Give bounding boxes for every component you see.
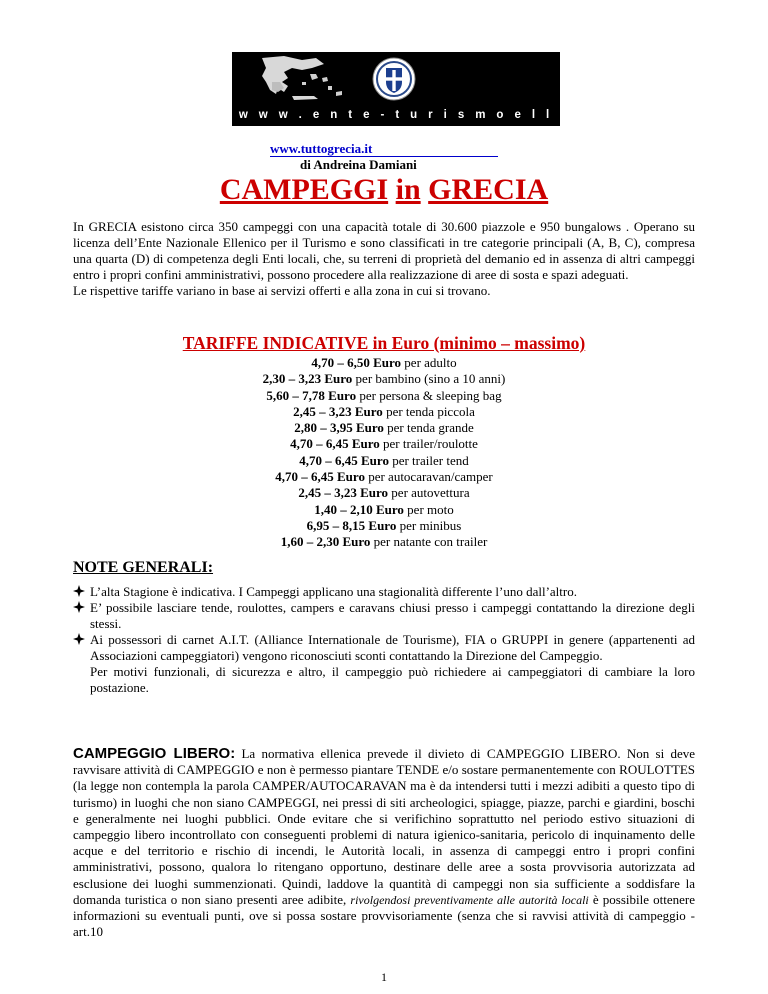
- greece-map-icon: [232, 52, 352, 104]
- tariff-row: [0, 388, 768, 404]
- tariff-desc: per tenda piccola: [382, 403, 475, 419]
- greek-coat-of-arms-icon: [370, 56, 418, 102]
- note-extra-text: Per motivi funzionali, di sicurezza e altro, il campeggio può richiedere ai campeggiatori di cambiare la loro postazione.: [90, 664, 695, 695]
- tariff-row: [0, 469, 768, 485]
- tariff-desc: per minibus: [396, 517, 462, 533]
- tariff-desc: per tenda grande: [383, 420, 474, 436]
- banner-url: w w w . e n t e - t u r i s m o e l l e n i c o . c o m: [238, 109, 554, 143]
- note-text: L’alta Stagione è indicativa. I Campeggi applicano una stagionalità differente l’uno dall’altro.: [90, 584, 577, 599]
- diamond-bullet-icon: [73, 585, 85, 597]
- camping-italic-text: rivolgendosi preventivamente alle autorità locali: [350, 892, 589, 907]
- tariff-row: [0, 518, 768, 534]
- tariff-list: [0, 355, 768, 551]
- tariff-range: 4,70 – 6,45 Euro: [299, 452, 389, 468]
- note-text: Ai possessori di carnet A.I.T. (Alliance Internationale de Tourisme), FIA o GRUPPI in genere (appartenenti ad Associazioni campeggiatori) vengono riconosciuti sconti contattando la Direzione del Campeggio.: [90, 632, 695, 663]
- tariff-row: [0, 404, 768, 420]
- note-item: [73, 600, 695, 632]
- tariff-row: [0, 420, 768, 436]
- tariff-range: 2,80 – 3,95 Euro: [294, 420, 384, 436]
- camping-section: [73, 746, 695, 940]
- note-text: E’ possibile lasciare tende, roulottes, campers e caravans chiusi presso i campeggi contattando la direzione degli stessi.: [90, 600, 695, 631]
- tariff-desc: per persona & sleeping bag: [356, 387, 502, 403]
- tariff-desc: per bambino (sino a 10 anni): [352, 371, 506, 387]
- tariff-range: 6,95 – 8,15 Euro: [306, 517, 397, 533]
- intro-section: [73, 219, 695, 299]
- notes-list: [73, 584, 695, 696]
- author-line: di Andreina Damiani: [300, 157, 417, 172]
- tariff-desc: per adulto: [401, 355, 457, 370]
- tariff-row: [0, 502, 768, 518]
- diamond-bullet-icon: [73, 601, 85, 613]
- tariff-desc: per autocaravan/camper: [364, 469, 493, 485]
- camping-heading: CAMPEGGIO LIBERO:: [73, 745, 236, 762]
- tariff-row: [0, 534, 768, 550]
- tariff-row: [0, 436, 768, 452]
- site-link[interactable]: www.tuttogrecia.it: [270, 141, 498, 157]
- page-title: [0, 172, 768, 208]
- camping-text: è possibile ottenere informazioni su eventuali punti, ove si possa sostare provvisoriamente (senza che si ravvisi attività di campeggio - art.10: [73, 891, 696, 940]
- tariff-row: [0, 453, 768, 469]
- tariff-range: 2,45 – 3,23 Euro: [298, 485, 389, 501]
- notes-heading: NOTE GENERALI:: [73, 559, 214, 576]
- tariff-row: [0, 485, 768, 501]
- tariff-heading: TARIFFE INDICATIVE in Euro (minimo – massimo): [182, 333, 586, 353]
- tariff-range: 4,70 – 6,45 Euro: [275, 469, 365, 485]
- page-number: 1: [381, 970, 387, 984]
- intro-paragraph: In GRECIA esistono circa 350 campeggi con una capacità totale di 30.600 piazzole e 950 bungalows . Operano su licenza dell’Ente Nazionale Ellenico per il Turismo e sono classificati in tre categorie principali (A, B, C), compresa una quarta (D) di competenza degli Enti locali, che, su terreni di proprietà del demanio ed in assenza di altri campeggi entro i propri confini amministrativi, possono procedere alla realizzazione di aree di sosta e spazi adeguati.: [73, 219, 695, 282]
- camping-text: La normativa ellenica prevede il divieto di CAMPEGGIO LIBERO. Non si deve ravvisare attività di CAMPEGGIO e non è permesso piantare TENDE e/o sostare permanentemente con ROULOTTES (la legge non contempla la parola CAMPER/AUTOCARAVAN ma è da intendersi tutti i mezzi adibiti a questo tipo di turismo) in luoghi che non siano CAMPEGGI, nei pressi di siti archeologici, spiagge, piazze, parchi e giardini, boschi e generalmente nei luoghi pubblici. Onde evitare che si verifichino soprattutto nel periodo estivo situazioni di campeggio libero incontrollato con conseguenti problemi di natura igienico-sanitaria, pericolo di inquinamento delle acque e del territorio e rischio di incendi, le Autorità locali, in assenza di campeggi entro i propri confini amministrativi, possono, qualora lo ritengano opportuno, destinare delle aree a sosta provvisoria autorizzata ad esclusione dei luoghi summenzionati. Quindi, laddove la quantità di campeggi non sia sufficiente a soddisfare la domanda turistica o non siano presenti aree adibite,: [73, 746, 696, 907]
- tariff-range: 1,40 – 2,10 Euro: [314, 501, 404, 517]
- banner-image: [232, 52, 560, 143]
- tariff-desc: per autovettura: [388, 485, 470, 501]
- tariff-range: 2,30 – 3,23 Euro: [262, 371, 353, 387]
- diamond-bullet-icon: [73, 633, 85, 645]
- intro-paragraph: Le rispettive tariffe variano in base ai servizi offerti e alla zona in cui si trovano.: [73, 283, 491, 298]
- tariff-row: [0, 371, 768, 387]
- title-word-campeggi: CAMPEGGI: [219, 173, 389, 206]
- tariff-range: 5,60 – 7,78 Euro: [266, 387, 357, 403]
- tariff-desc: per trailer tend: [388, 452, 469, 468]
- title-word-grecia: GRECIA: [428, 173, 549, 206]
- tariff-desc: per trailer/roulotte: [379, 436, 478, 452]
- tariff-range: 4,70 – 6,45 Euro: [290, 436, 380, 452]
- tariff-row: [0, 355, 768, 371]
- tariff-desc: per natante con trailer: [370, 534, 488, 550]
- tariff-range: 1,60 – 2,30 Euro: [280, 534, 371, 550]
- note-item: [73, 632, 695, 664]
- tariff-desc: per moto: [403, 501, 454, 517]
- note-item: [73, 584, 695, 600]
- title-word-in: in: [395, 173, 421, 206]
- tariff-range: 2,45 – 3,23 Euro: [293, 403, 383, 419]
- tariff-range: 4,70 – 6,50 Euro: [311, 355, 402, 370]
